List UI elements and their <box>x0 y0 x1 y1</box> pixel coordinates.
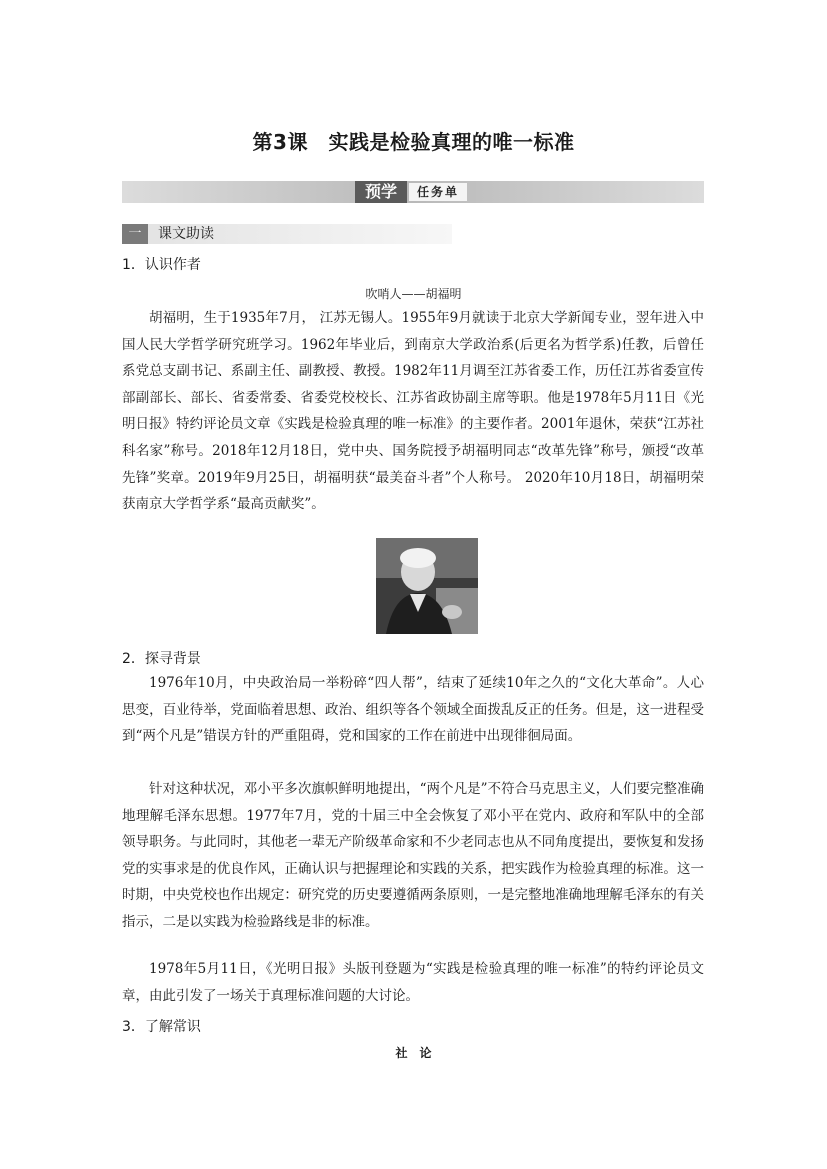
editorial-caption: 社 论 <box>395 1046 432 1060</box>
author-caption: 吹哨人——胡福明 <box>365 287 462 301</box>
banner-tag-sub: 任务单 <box>409 183 467 201</box>
author-photo <box>376 538 478 634</box>
heading-know-author: 1．认识作者 <box>122 257 201 273</box>
background-paragraph-3: 1978年5月11日，《光明日报》头版刊登题为“实践是检验真理的唯一标准”的特约评论员文章，由此引发了一场关于真理标准问题的大讨论。 <box>122 961 704 1004</box>
page-title: 第3课 实践是检验真理的唯一标准 <box>252 130 575 154</box>
section-banner <box>122 181 704 203</box>
section-label: 课文助读 <box>158 226 214 242</box>
heading-common-knowledge: 3．了解常识 <box>122 1019 201 1035</box>
banner-tag-main: 预学 <box>355 181 407 203</box>
heading-background: 2．探寻背景 <box>122 651 201 667</box>
author-paragraph: 胡福明，生于1935年7月， 江苏无锡人。1955年9月就读于北京大学新闻专业，翌年进入中国人民大学哲学研究班学习。1962年毕业后，到南京大学政治系(后更名为哲学系)任教，后曾任系党总支副书记、系副主任、副教授、教授。1982年11月调至江苏省委工作，历任江苏省委宣传部副部长、部长、省委常委、省委党校校长、江苏省政协副主席等职。他是1978年5月11日《光明日报》特约评论员文章《实践是检验真理的唯一标准》的主要作者。2001年退休，荣获“江苏社科名家”称号。2018年12月18日，党中央、国务院授予胡福明同志“改革先锋”称号，颁授“改革先锋”奖章。2019年9月25日，胡福明获“最美奋斗者”个人称号。 2020年10月18日，胡福明荣获南京大学哲学系“最高贡献奖”。 <box>122 310 704 513</box>
background-paragraph-1: 1976年10月，中央政治局一举粉碎“四人帮”，结束了延续10年之久的“文化大革命”。人心思变，百业待举，党面临着思想、政治、组织等各个领域全面拨乱反正的任务。但是，这一进程受到“两个凡是”错误方针的严重阻碍，党和国家的工作在前进中出现徘徊局面。 <box>122 675 704 745</box>
background-paragraph-2: 针对这种状况，邓小平多次旗帜鲜明地提出，“两个凡是”不符合马克思主义，人们要完整准确地理解毛泽东思想。1977年7月，党的十届三中全会恢复了邓小平在党内、政府和军队中的全部领导职务。与此同时，其他老一辈无产阶级革命家和不少老同志也从不同角度提出，要恢复和发扬党的实事求是的优良作风，正确认识与把握理论和实践的关系，把实践作为检验真理的标准。这一时期，中央党校也作出规定：研究党的历史要遵循两条原则，一是完整地准确地理解毛泽东的有关指示，二是以实践为检验路线是非的标准。 <box>122 781 704 930</box>
section-header <box>122 224 452 244</box>
section-number: 一 <box>122 224 148 244</box>
